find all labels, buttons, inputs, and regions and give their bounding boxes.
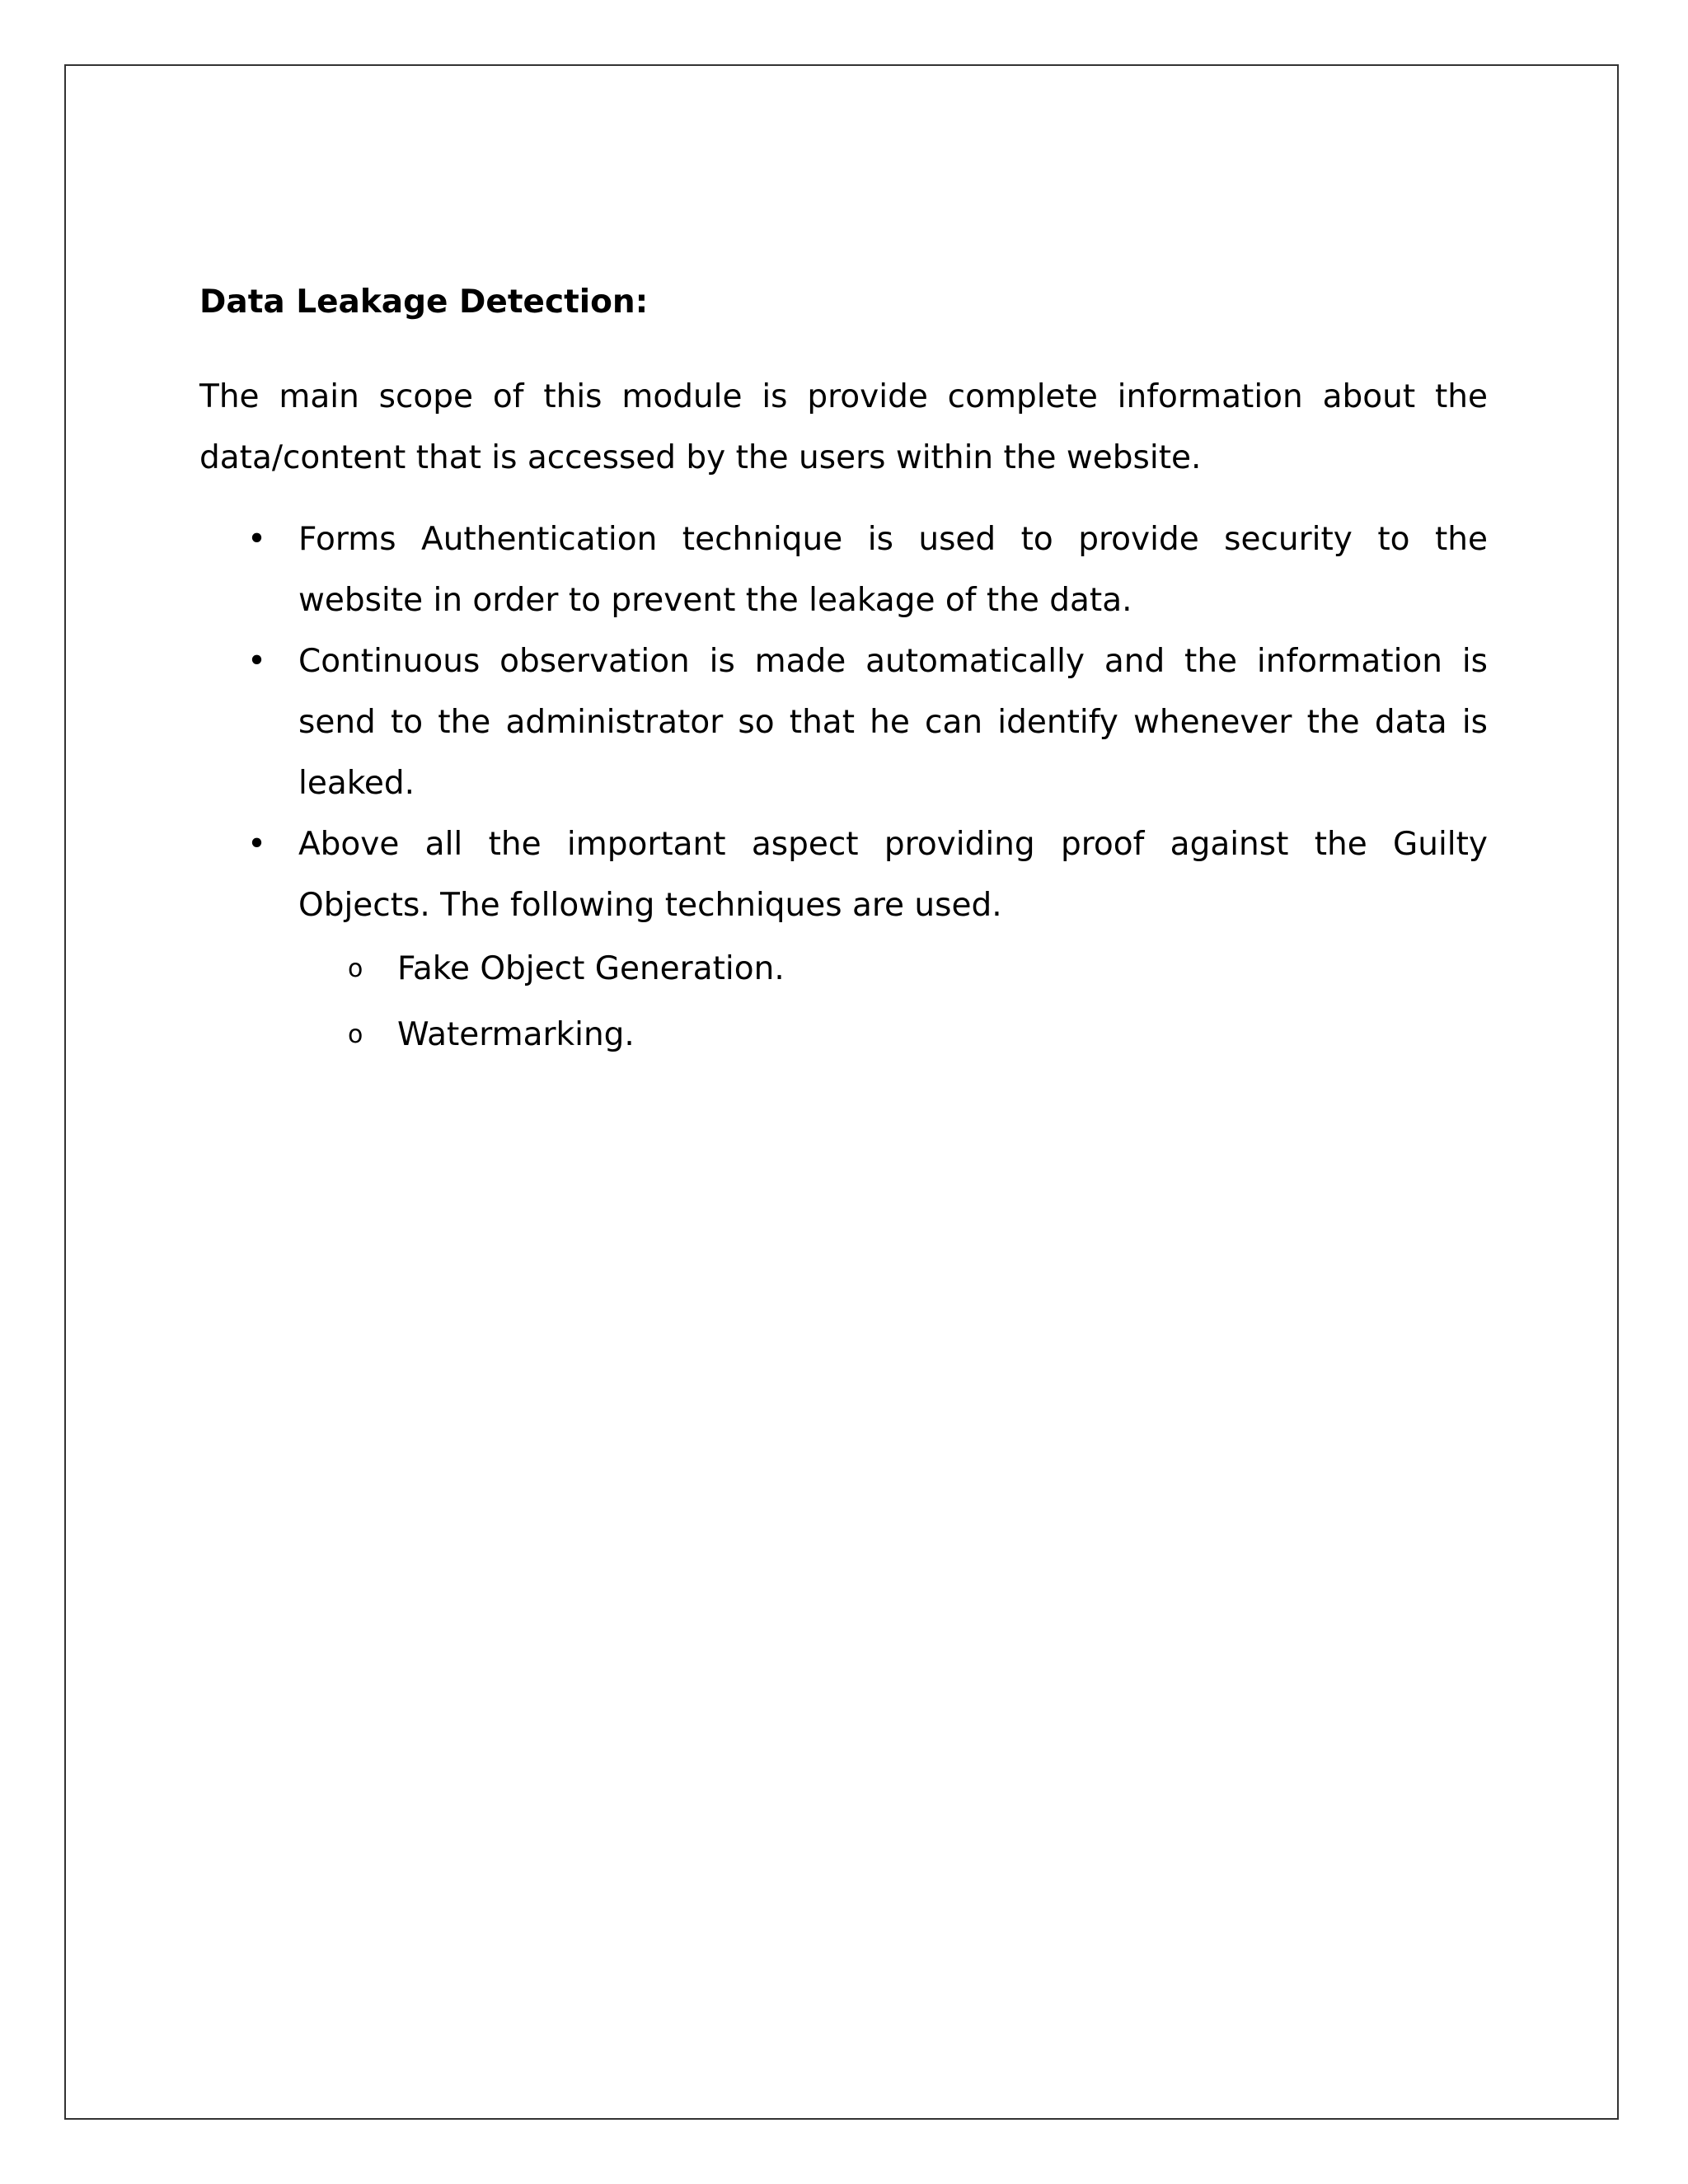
sub-list-item <box>298 936 1488 1002</box>
list-item <box>199 814 1488 1068</box>
intro-paragraph: The main scope of this module is provide complete information about the data/content that is accessed by the users within the website. <box>199 378 1488 476</box>
list-item <box>199 631 1488 814</box>
bullet-icon: • <box>247 826 267 863</box>
sub-list-item-text: Fake Object Generation. <box>397 950 785 987</box>
circle-bullet-icon: o <box>348 1020 363 1049</box>
sub-list <box>298 936 1488 1068</box>
list-item-text: Above all the important aspect providing proof against the Guilty Objects. The following techniques are used. <box>298 826 1488 924</box>
list-item <box>199 509 1488 631</box>
list-item-text: Forms Authentication technique is used to provide security to the website in order to prevent the leakage of the data. <box>298 521 1488 619</box>
circle-bullet-icon: o <box>348 954 363 983</box>
section-heading: Data Leakage Detection: <box>199 284 649 321</box>
sub-list-item-text: Watermarking. <box>397 1016 635 1053</box>
bullet-icon: • <box>247 521 267 558</box>
list-item-text: Continuous observation is made automatically and the information is send to the administrator so that he can identify whenever the data is leaked. <box>298 643 1488 802</box>
bullet-list <box>199 509 1488 1068</box>
bullet-icon: • <box>247 643 267 680</box>
sub-list-item <box>298 1002 1488 1068</box>
